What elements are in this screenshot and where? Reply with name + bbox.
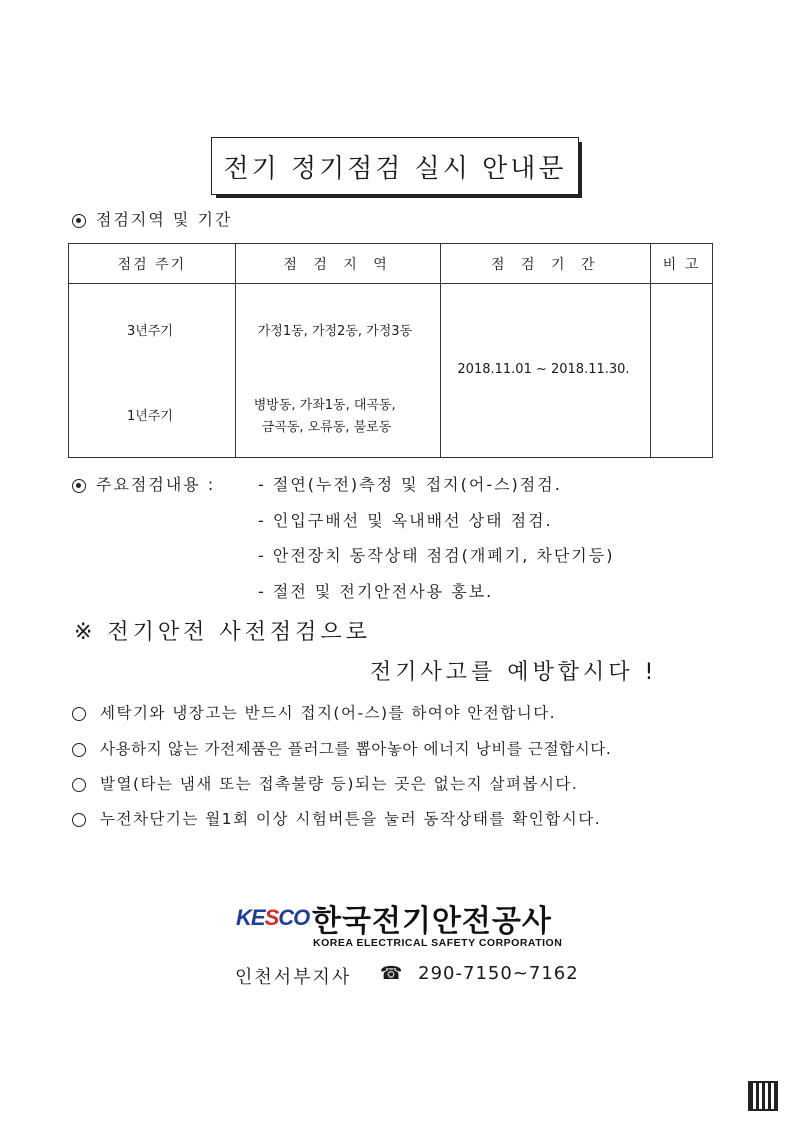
circle-bullet-icon <box>72 707 86 721</box>
kesco-logo-mark <box>236 905 309 931</box>
section-area-heading <box>72 207 232 230</box>
company-name-english: KOREA ELECTRICAL SAFETY CORPORATION <box>313 937 563 949</box>
phone-row <box>380 963 579 984</box>
qr-code <box>748 1081 778 1111</box>
target-bullet-icon <box>72 214 86 228</box>
inspection-period: 2018.11.01 ~ 2018.11.30. <box>457 362 630 377</box>
notice-item <box>72 701 556 723</box>
notice-text: 발열(타는 냄새 또는 접촉불량 등)되는 곳은 없는지 살펴봅시다. <box>100 775 579 793</box>
telephone-icon: ☎ <box>380 963 405 984</box>
main-items-row <box>72 472 215 495</box>
header-area: 점 검 지 역 <box>235 244 441 284</box>
cycle-3year: 3년주기 <box>127 324 173 339</box>
notice-text: 세탁기와 냉장고는 반드시 접지(어-스)를 하여야 안전합니다. <box>100 704 557 722</box>
company-name-korean: 한국전기안전공사 <box>312 904 552 939</box>
section-area-label: 점검지역 및 기간 <box>96 210 233 229</box>
main-item: - 인입구배선 및 옥내배선 상태 점검. <box>258 511 553 530</box>
area-1year-line2: 금곡동, 오류동, 불로동 <box>261 420 392 435</box>
main-item: - 절연(누전)측정 및 접지(어-스)점검. <box>258 475 562 494</box>
cell-period <box>441 284 651 458</box>
cell-remark <box>651 284 713 458</box>
slogan-line1: ※ 전기안전 사전점검으로 <box>74 620 371 645</box>
circle-bullet-icon <box>72 743 86 757</box>
title-box <box>211 137 579 195</box>
circle-bullet-icon <box>72 778 86 792</box>
target-bullet-icon <box>72 479 86 493</box>
header-period: 점 검 기 간 <box>441 244 651 284</box>
header-cycle: 점검 주기 <box>69 244 236 284</box>
circle-bullet-icon <box>72 813 86 827</box>
main-item: - 안전장치 동작상태 점검(개폐기, 차단기등) <box>258 546 615 565</box>
main-item: - 절전 및 전기안전사용 홍보. <box>258 582 494 601</box>
header-remark: 비 고 <box>651 244 713 284</box>
inspection-table <box>68 243 713 458</box>
page-title: 전기 정기점검 실시 안내문 <box>223 153 567 184</box>
notice-text: 사용하지 않는 가전제품은 플러그를 뽑아놓아 에너지 낭비를 근절합시다. <box>100 740 612 758</box>
notice-item <box>72 737 611 759</box>
branch-name: 인천서부지사 <box>235 967 352 988</box>
logo-mark-prefix: KE <box>236 905 265 930</box>
phone-number: 290-7150~7162 <box>418 963 579 984</box>
table-body-row <box>69 284 713 458</box>
notice-text: 누전차단기는 월1회 이상 시험버튼을 눌러 동작상태를 확인합시다. <box>100 810 602 828</box>
notice-item <box>72 772 578 794</box>
slogan-line2: 전기사고를 예방합시다 ! <box>370 660 658 685</box>
cell-cycles <box>69 284 236 458</box>
area-1year-line1: 병방동, 가좌1동, 대곡동, <box>253 398 396 413</box>
cell-areas <box>235 284 441 458</box>
notice-item <box>72 807 601 829</box>
table-header-row <box>69 244 713 284</box>
logo-mark-suffix: CO <box>278 905 310 930</box>
cycle-1year: 1년주기 <box>127 409 173 424</box>
main-items-label: 주요점검내용 : <box>96 475 216 494</box>
area-3year: 가정1동, 가정2동, 가정3동 <box>257 324 413 339</box>
logo-mark-accent: S <box>264 905 279 930</box>
